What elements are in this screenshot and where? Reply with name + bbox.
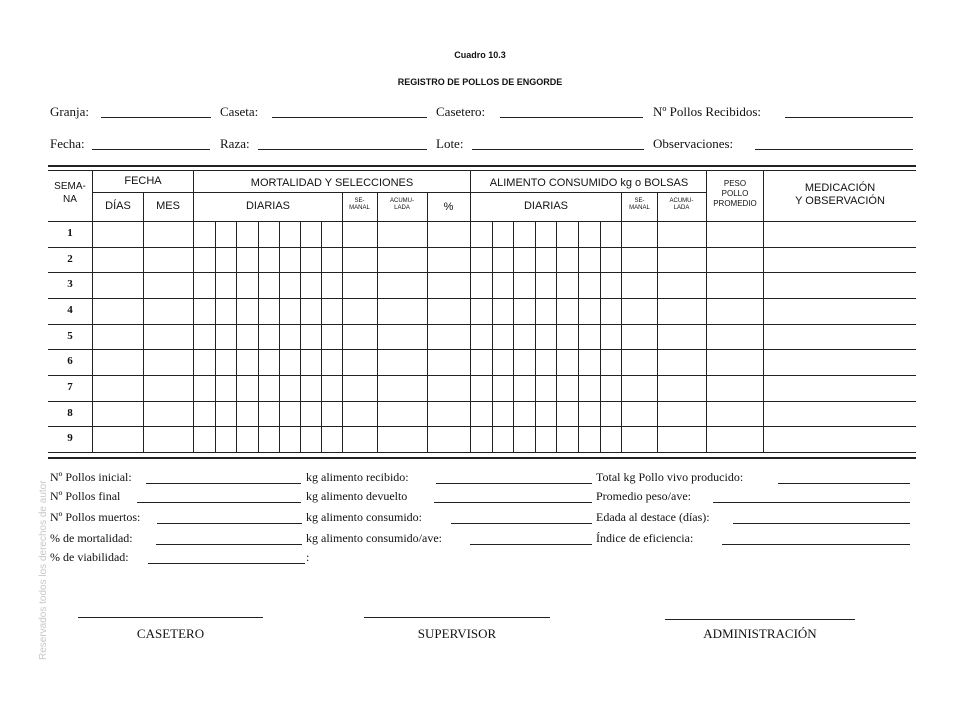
mortalidad-label: % de mortalidad:	[50, 531, 133, 545]
table-row-line	[48, 298, 916, 299]
fecha-label: Fecha:	[50, 136, 85, 151]
daily-column-line	[236, 221, 237, 452]
week-number: 5	[67, 330, 73, 342]
caseta-label: Caseta:	[220, 104, 259, 119]
table-top-rule	[48, 165, 916, 167]
major-column-line	[193, 170, 194, 452]
alimento-header: ALIMENTO CONSUMIDO kg o BOLSAS	[489, 177, 689, 189]
alimento-consumido-label: kg alimento consumido:	[306, 510, 422, 524]
casetero-label: Casetero:	[436, 104, 486, 119]
week-number: 3	[67, 278, 73, 290]
total-pollo-vivo-line[interactable]	[778, 483, 910, 484]
sub-column-line	[143, 192, 144, 452]
table-row-line	[48, 426, 916, 427]
pollos-recibidos-line[interactable]	[785, 117, 913, 118]
semana-header: SEMA- NA	[54, 181, 86, 205]
table-row-line	[48, 272, 916, 273]
daily-column-line	[321, 221, 322, 452]
daily-column-line	[258, 221, 259, 452]
form-title: REGISTRO DE POLLOS DE ENGORDE	[397, 77, 563, 87]
daily-column-line	[556, 221, 557, 452]
alimento-devuelto-label: kg alimento devuelto	[306, 489, 408, 503]
alimento-diarias-header: DIARIAS	[523, 200, 568, 212]
table-top-rule-2	[48, 170, 916, 171]
table-row-line	[48, 247, 916, 248]
daily-column-line	[492, 221, 493, 452]
week-number: 4	[67, 304, 73, 316]
table-row-line	[48, 401, 916, 402]
header-bottom-line	[48, 221, 916, 222]
administracion-signature-label: ADMINISTRACIÓN	[703, 626, 817, 641]
colon-mark: :	[306, 550, 310, 564]
week-number: 9	[67, 432, 73, 444]
mortalidad-pct-header: %	[443, 201, 454, 213]
pollos-inicial-label: Nº Pollos inicial:	[50, 470, 132, 484]
raza-line[interactable]	[258, 149, 427, 150]
administracion-signature-line[interactable]	[665, 619, 855, 620]
viabilidad-line[interactable]	[148, 563, 305, 564]
sub-column-line	[657, 192, 658, 452]
supervisor-signature-label: SUPERVISOR	[417, 626, 497, 641]
mes-header: MES	[156, 200, 180, 212]
observaciones-line[interactable]	[755, 149, 913, 150]
total-pollo-vivo-label: Total kg Pollo vivo producido:	[596, 470, 744, 484]
medicacion-header: MEDICACIÓN Y OBSERVACIÓN	[795, 182, 885, 207]
indice-eficiencia-label: Índice de eficiencia:	[596, 531, 694, 545]
copyright-watermark: Reservados todos los derechos de autor	[38, 480, 49, 660]
week-number: 2	[67, 253, 73, 265]
promedio-peso-label: Promedio peso/ave:	[596, 489, 691, 503]
raza-label: Raza:	[220, 136, 250, 151]
alimento-consumido-line[interactable]	[451, 523, 592, 524]
mortalidad-semanal-header: SE- MANAL	[349, 198, 370, 211]
major-column-line	[470, 170, 471, 452]
sub-column-line	[427, 192, 428, 452]
major-column-line	[706, 170, 707, 452]
alimento-acumulada-header: ACUMU- LADA	[669, 198, 694, 211]
viabilidad-label: % de viabilidad:	[50, 550, 129, 564]
week-number: 8	[67, 407, 73, 419]
dias-header: DÍAS	[105, 200, 131, 212]
granja-label: Granja:	[50, 104, 89, 119]
indice-eficiencia-line[interactable]	[722, 544, 910, 545]
header-mid-line	[93, 192, 707, 193]
week-number: 7	[67, 381, 73, 393]
table-row-line	[48, 324, 916, 325]
pollos-final-label: Nº Pollos final	[50, 489, 121, 503]
pollos-muertos-line[interactable]	[157, 523, 302, 524]
mortalidad-acumulada-header: ACUMU- LADA	[390, 198, 414, 211]
caseta-line[interactable]	[272, 117, 427, 118]
daily-column-line	[300, 221, 301, 452]
sub-column-line	[377, 192, 378, 452]
sub-column-line	[342, 192, 343, 452]
alimento-devuelto-line[interactable]	[434, 502, 592, 503]
supervisor-signature-line[interactable]	[364, 617, 550, 618]
alimento-semanal-header: SE- MANAL	[629, 198, 650, 211]
mortalidad-diarias-header: DIARIAS	[245, 200, 290, 212]
edad-destace-line[interactable]	[733, 523, 910, 524]
alimento-consumido-ave-line[interactable]	[470, 544, 592, 545]
mortalidad-line[interactable]	[156, 544, 302, 545]
granja-line[interactable]	[101, 117, 211, 118]
daily-column-line	[215, 221, 216, 452]
week-number: 1	[67, 227, 73, 239]
pollos-recibidos-label: Nº Pollos Recibidos:	[653, 104, 762, 119]
table-row-line	[48, 349, 916, 350]
sub-column-line	[621, 192, 622, 452]
week-number: 6	[67, 355, 73, 367]
fecha-line[interactable]	[92, 149, 210, 150]
daily-column-line	[279, 221, 280, 452]
lote-line[interactable]	[472, 149, 644, 150]
peso-header: PESO POLLO PROMEDIO	[713, 179, 757, 208]
lote-label: Lote:	[436, 136, 464, 151]
edad-destace-label: Edada al destace (días):	[596, 510, 710, 524]
casetero-signature-line[interactable]	[78, 617, 263, 618]
daily-column-line	[578, 221, 579, 452]
observaciones-label: Observaciones:	[653, 136, 734, 151]
promedio-peso-line[interactable]	[713, 502, 910, 503]
daily-column-line	[600, 221, 601, 452]
table-bottom-rule	[48, 452, 916, 453]
major-column-line	[92, 170, 93, 452]
casetero-signature-label: CASETERO	[136, 626, 205, 641]
table-row-line	[48, 375, 916, 376]
casetero-line[interactable]	[500, 117, 643, 118]
daily-column-line	[513, 221, 514, 452]
table-bottom-rule-2	[48, 457, 916, 459]
alimento-recibido-line[interactable]	[436, 483, 592, 484]
alimento-consumido-ave-label: kg alimento consumido/ave:	[306, 531, 442, 545]
daily-column-line	[535, 221, 536, 452]
mortalidad-header: MORTALIDAD Y SELECCIONES	[250, 177, 414, 189]
pollos-inicial-line[interactable]	[146, 483, 301, 484]
alimento-recibido-label: kg alimento recibido:	[306, 470, 409, 484]
caption: Cuadro 10.3	[454, 50, 506, 60]
pollos-final-line[interactable]	[137, 502, 301, 503]
major-column-line	[763, 170, 764, 452]
fecha-header: FECHA	[124, 175, 162, 187]
pollos-muertos-label: Nº Pollos muertos:	[50, 510, 141, 524]
